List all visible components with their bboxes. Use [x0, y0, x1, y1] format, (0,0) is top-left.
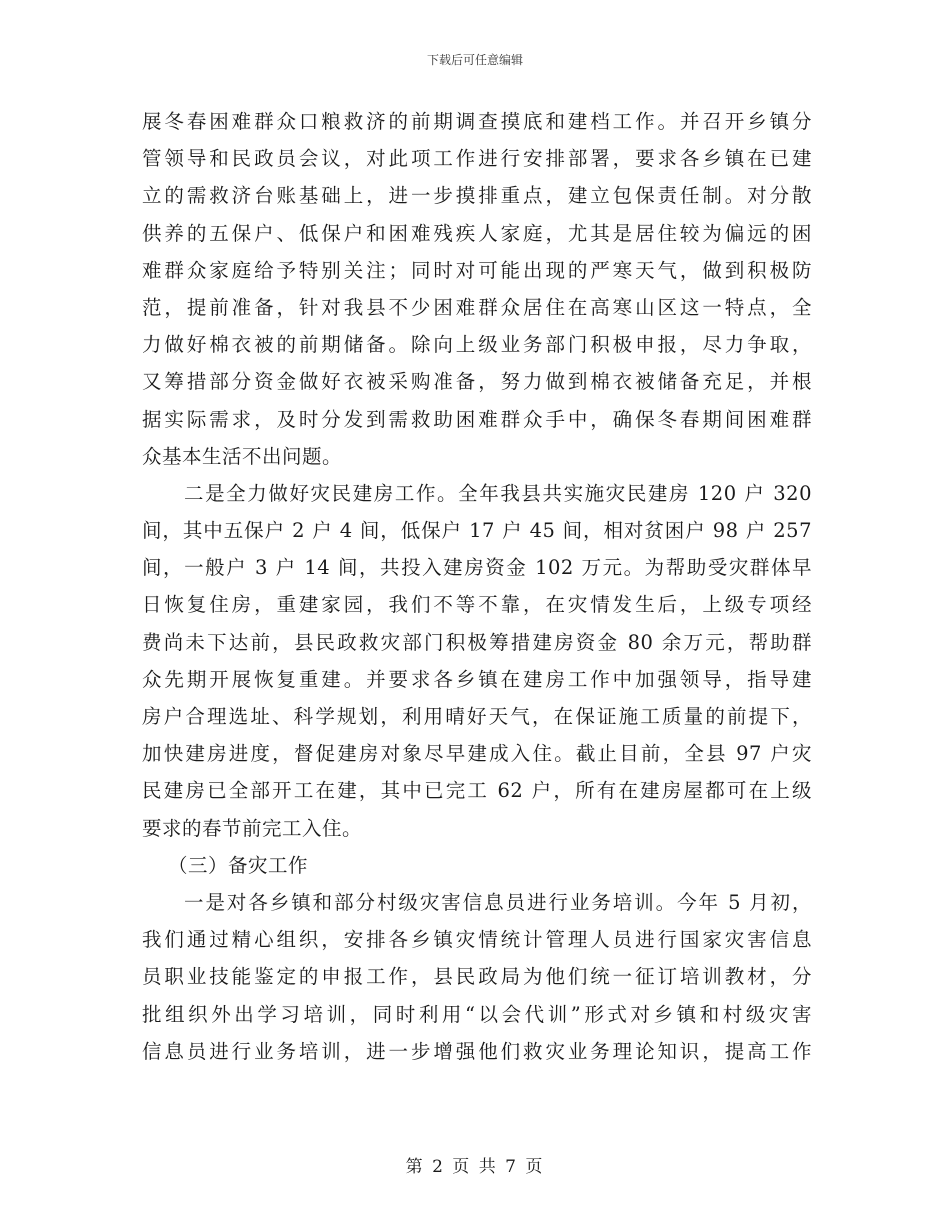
paragraph-line: 管领导和民政员会议，对此项工作进行安排部署，要求各乡镇在已建 [142, 147, 812, 171]
paragraph-line: 间，其中五保户 2 户 4 间，低保户 17 户 45 间，相对贫困户 98 户 257 [142, 519, 812, 543]
paragraph-line: 要求的春节前完工入住。 [142, 816, 363, 840]
paragraph-line: 间，一般户 3 户 14 间，共投入建房资金 102 万元。为帮助受灾群体早 [142, 556, 812, 580]
paragraph-line: 加快建房进度，督促建房对象尽早建成入住。截止目前，全县 97 户灾 [142, 742, 812, 766]
paragraph-line: 力做好棉衣被的前期储备。除向上级业务部门积极申报，尽力争取， [142, 333, 812, 357]
paragraph-line: 我们通过精心组织，安排各乡镇灾情统计管理人员进行国家灾害信息 [142, 928, 812, 952]
paragraph-line: 众先期开展恢复重建。并要求各乡镇在建房工作中加强领导，指导建 [142, 667, 812, 691]
paragraph-line: 二是全力做好灾民建房工作。全年我县共实施灾民建房 120 户 320 [184, 481, 812, 505]
paragraph-line: 信息员进行业务培训，进一步增强他们救灾业务理论知识，提高工作 [142, 1039, 812, 1063]
paragraph-line: 供养的五保户、低保户和困难残疾人家庭，尤其是居住较为偏远的困 [142, 221, 812, 245]
paragraph-line: 费尚未下达前，县民政救灾部门积极筹措建房资金 80 余万元，帮助群 [142, 630, 812, 654]
paragraph-line: 范，提前准备，针对我县不少困难群众居住在高寒山区这一特点，全 [142, 295, 812, 319]
paragraph-line: 日恢复住房，重建家园，我们不等不靠，在灾情发生后，上级专项经 [142, 593, 812, 617]
paragraph-line: 立的需救济台账基础上，进一步摸排重点，建立包保责任制。对分散 [142, 184, 812, 208]
page-number: 第 2 页 共 7 页 [405, 1157, 545, 1177]
paragraph-line: 批组织外出学习培训，同时利用“以会代训”形式对乡镇和村级灾害 [142, 1002, 812, 1026]
document-body [142, 103, 812, 1070]
section-heading: （三）备灾工作 [168, 853, 309, 877]
paragraph-line: 房户合理选址、科学规划，利用晴好天气，在保证施工质量的前提下， [142, 705, 812, 728]
paragraph-line: 展冬春困难群众口粮救济的前期调查摸底和建档工作。并召开乡镇分 [142, 110, 812, 133]
paragraph-line: 一是对各乡镇和部分村级灾害信息员进行业务培训。今年 5 月初， [184, 890, 812, 914]
paragraph-line: 据实际需求，及时分发到需救助困难群众手中，确保冬春期间困难群 [142, 407, 812, 431]
paragraph-line: 员职业技能鉴定的申报工作，县民政局为他们统一征订培训教材，分 [142, 965, 812, 989]
page-header: 下载后可任意编辑 [426, 53, 523, 67]
paragraph-line: 民建房已全部开工在建，其中已完工 62 户，所有在建房屋都可在上级 [142, 779, 812, 803]
paragraph-line: 众基本生活不出问题。 [142, 444, 343, 468]
paragraph-line: 难群众家庭给予特别关注；同时对可能出现的严寒天气，做到积极防 [142, 258, 812, 282]
paragraph-line: 又筹措部分资金做好衣被采购准备，努力做到棉衣被储备充足，并根 [142, 370, 812, 394]
